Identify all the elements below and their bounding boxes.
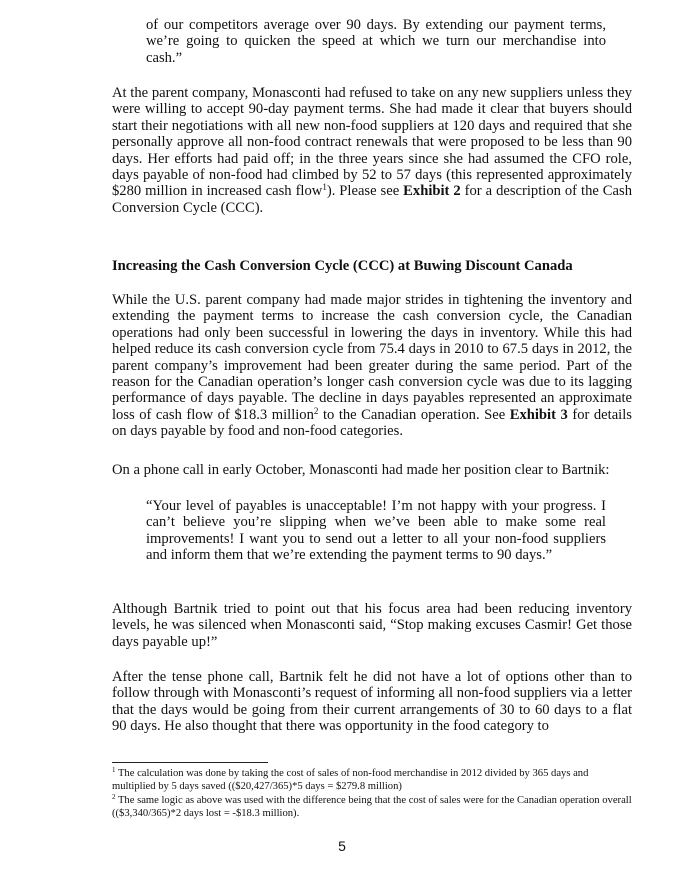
- exhibit-2-reference: Exhibit 2: [403, 183, 461, 200]
- footnote-1: $^1$ The calculation was done by taking the cost of sales of non-food merchandise in 2012 divided by 365 days and multiplied by 5 days saved (($20,427/365)*5 days = $279.8 million): [112, 766, 589, 792]
- footnote-2: $^2$ The same logic as above was used with the difference being that the cost of sales were for the Canadian operation overall (($3,340/365)*2 days lost = -$18.3 million).: [112, 793, 632, 819]
- quote-monasconti: “Your level of payables is unacceptable! I’m not happy with your progress. I can’t believe you’re slipping when we’ve been able to make some real improvements! I want you to send out a letter to all your non-food suppliers and inform them that we’re extending the payment terms to 90 days.”: [146, 498, 606, 564]
- section-heading: Increasing the Cash Conversion Cycle (CCC) at Buwing Discount Canada: [112, 258, 573, 274]
- footnote-divider: [112, 762, 268, 763]
- quote-continuation-text: of our competitors average over 90 days. By extending our payment terms, we’re going to quicken the speed at which we turn our merchandise into cash.”: [146, 17, 606, 66]
- quote-continuation: [146, 17, 606, 66]
- paragraph-after-call: After the tense phone call, Bartnik felt he did not have a lot of options other than to follow through with Monasconti’s request of informing all non-food suppliers via a letter that the days would be going from their current arrangements of 30 to 60 days to a flat 90 days. He also thought that there was opportunity in the food category to: [112, 669, 632, 735]
- paragraph-phone-call: On a phone call in early October, Monasconti had made her position clear to Bartnik:: [112, 462, 610, 478]
- page-number: 5: [338, 838, 346, 854]
- footnote-ref-2[interactable]: 2: [313, 405, 319, 416]
- exhibit-3-reference: Exhibit 3: [509, 406, 568, 423]
- paragraph-bartnik-response: Although Bartnik tried to point out that his focus area had been reducing inventory levels, he was silenced when Monasconti said, “Stop making excuses Casmir! Get those days payable up!”: [112, 601, 632, 650]
- paragraph-parent-company: At the parent company, Monasconti had refused to take on any new suppliers unless they were willing to accept 90-day payment terms. She had made it clear that buyers should start their negotiations with all new non-food suppliers at 120 days and required that she personally approve all non-food contract renewals that were proposed to be less than 90 days. Her efforts had paid off; in the three years since she had assumed the CFO role, days payable of non-food had climbed by 52 to 57 days (this represented approximately $280 million in increased cash flow$^1$). Please see Exhibit 2 for a description of the Cash Conversion Cycle (CCC).: [112, 85, 632, 216]
- paragraph-ccc-canada: While the U.S. parent company had made major strides in tightening the inventory and extending the payment terms to increase the cash conversion cycle, the Canadian operations had only been successful in lowering the days in inventory. While this had helped reduce its cash conversion cycle from 75.4 days in 2010 to 67.5 days in 2012, the parent company’s improvement had been greater during the same period. Part of the reason for the Canadian operation’s longer cash conversion cycle was due to its lagging performance of days payable. The decline in days payables represented an approximate loss of cash flow of $18.3 million$^2$ to the Canadian operation. See Exhibit 3 for details on days payable by food and non-food categories.: [112, 292, 632, 440]
- footnote-ref-1[interactable]: 1: [322, 182, 327, 193]
